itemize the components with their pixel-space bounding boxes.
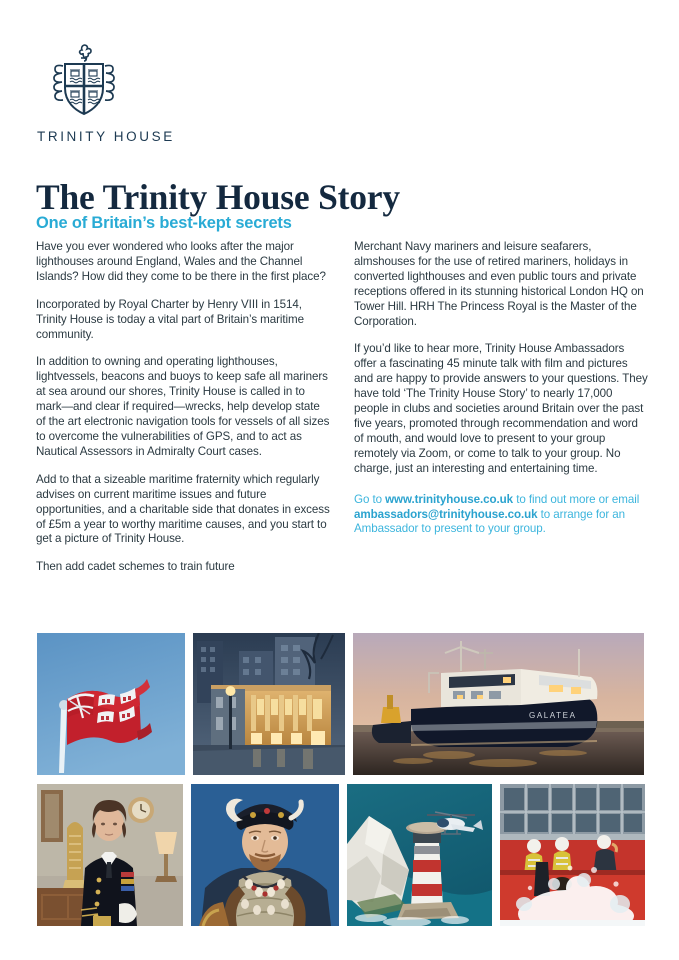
paragraph: Add to that a sizeable maritime fraternity which regularly advises on current maritime issues and future opportunities, and a charitable side that donates in excess of £5m a year to worthy maritime causes, and you start to get a picture of Trinity House. <box>36 472 330 546</box>
article-body <box>36 240 648 588</box>
page-subtitle: One of Britain’s best-kept secrets <box>36 213 292 232</box>
paragraph: Have you ever wondered who looks after the major lighthouses around England, Wales and the Channel Islands? How did they come to be there in the first place? <box>36 240 326 283</box>
email-link[interactable]: ambassadors@trinityhouse.co.uk <box>354 507 538 521</box>
paragraph: Merchant Navy mariners and leisure seafarers, almshouses for the use of retired mariners, holidays in converted lighthouses and even public tours and private receptions offered in its stunning historical London HQ on Tower Hill. HRH The Princess Royal is the Master of the Corporation. <box>354 240 644 328</box>
trinity-house-hq-photo <box>193 633 345 775</box>
brand-logo <box>37 42 197 144</box>
photo-gallery <box>37 633 645 926</box>
paragraph: In addition to owning and operating lighthouses, lightvessels, beacons and buoys to keep safe all mariners at sea around our shores, Trinity House is called in to mark—and clear if required—wrecks, help develop state of the art electronic navigation tools for vessels of all sizes to overcome the vulnerabilities of GPS, and to act as Nautical Assessors in Admiralty Court cases. <box>36 355 330 458</box>
right-column <box>354 240 648 588</box>
page-title: The Trinity House Story <box>36 176 400 217</box>
contact-tail: to arrange for an Ambassador to present to your group. <box>354 507 626 536</box>
trinity-house-coat-of-arms-icon <box>41 42 197 125</box>
paragraph: If you’d like to hear more, Trinity House Ambassadors offer a fascinating 45 minute talk with film and pictures and are happy to provide answers to your questions. They have told ‘The Trinity House Story’ to nearly 17,000 people in clubs and societies around Britain over the past five years, promoted through recommendation and word of mouth, and would love to present to your group remotely via Zoom, or come to talk to your group. No charge, just an interesting and entertaining time. <box>354 342 648 475</box>
brand-wordmark: TRINITY HOUSE <box>37 129 175 144</box>
website-link[interactable]: www.trinityhouse.co.uk <box>385 492 514 506</box>
contact-paragraph <box>354 493 648 538</box>
thv-galatea-ship-photo <box>353 633 644 775</box>
paragraph: Incorporated by Royal Charter by Henry VIII in 1514, Trinity House is today a vital part of Britain’s maritime community. <box>36 297 304 341</box>
left-column <box>36 240 330 588</box>
gallery-row-1 <box>37 633 645 775</box>
henry-viii-portrait-photo <box>191 784 339 926</box>
buoy-deployment-photo <box>500 784 645 926</box>
contact-lead: Go to <box>354 492 386 506</box>
red-ensign-flag-photo <box>37 633 185 775</box>
princess-royal-portrait-photo <box>37 784 183 926</box>
gallery-row-2 <box>37 784 645 926</box>
needles-lighthouse-photo <box>347 784 492 926</box>
svg-text:GALATEA: GALATEA <box>529 711 577 720</box>
paragraph: Then add cadet schemes to train future <box>36 560 235 574</box>
contact-middle: to find out more or email <box>513 492 640 506</box>
